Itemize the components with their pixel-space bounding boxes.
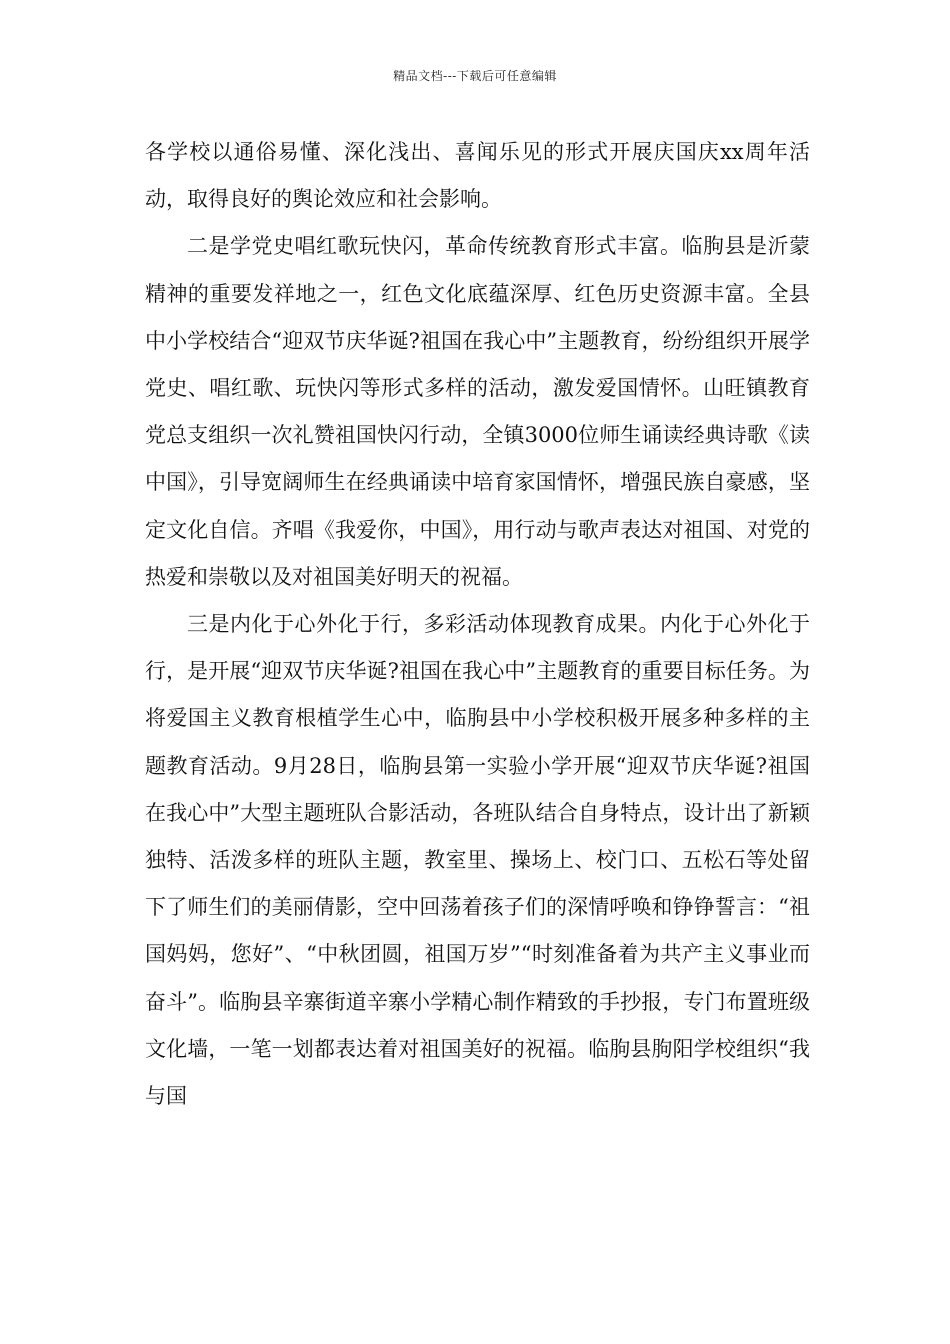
document-body — [145, 129, 810, 1120]
paragraph-1: 各学校以通俗易懂、深化浅出、喜闻乐见的形式开展庆国庆xx周年活动，取得良好的舆论效应和社会影响。 — [145, 140, 810, 212]
paragraph-3: 三是内化于心外化于行，多彩活动体现教育成果。内化于心外化于行，是开展“迎双节庆华诞?祖国在我心中”主题教育的重要目标任务。为将爱国主义教育根植学生心中，临朐县中小学校积极开展多种多样的主题教育活动。9月28日，临朐县第一实验小学开展“迎双节庆华诞?祖国在我心中”大型主题班队合影活动，各班队结合自身特点，设计出了新颖独特、活泼多样的班队主题，教室里、操场上、校门口、五松石等处留下了师生们的美丽倩影，空中回荡着孩子们的深情呼唤和铮铮誓言：“祖国妈妈，您好”、“中秋团圆，祖国万岁”“时刻准备着为共产主义事业而奋斗”。临朐县辛寨街道辛寨小学精心制作精致的手抄报，专门布置班级文化墙，一笔一划都表达着对祖国美好的祝福。临朐县朐阳学校组织“我与国 — [145, 612, 810, 1109]
paragraph-2: 二是学党史唱红歌玩快闪，革命传统教育形式丰富。临朐县是沂蒙精神的重要发祥地之一，红色文化底蕴深厚、红色历史资源丰富。全县中小学校结合“迎双节庆华诞?祖国在我心中”主题教育，纷纷组织开展学党史、唱红歌、玩快闪等形式多样的活动，激发爱国情怀。山旺镇教育党总支组织一次礼赞祖国快闪行动，全镇3000位师生诵读经典诗歌《读中国》，引导宽阔师生在经典诵读中培育家国情怀，增强民族自豪感，坚定文化自信。齐唱《我爱你，中国》，用行动与歌声表达对祖国、对党的热爱和崇敬以及对祖国美好明天的祝福。 — [145, 234, 810, 589]
page-header: 精品文档---下载后可任意编辑 — [393, 69, 557, 83]
